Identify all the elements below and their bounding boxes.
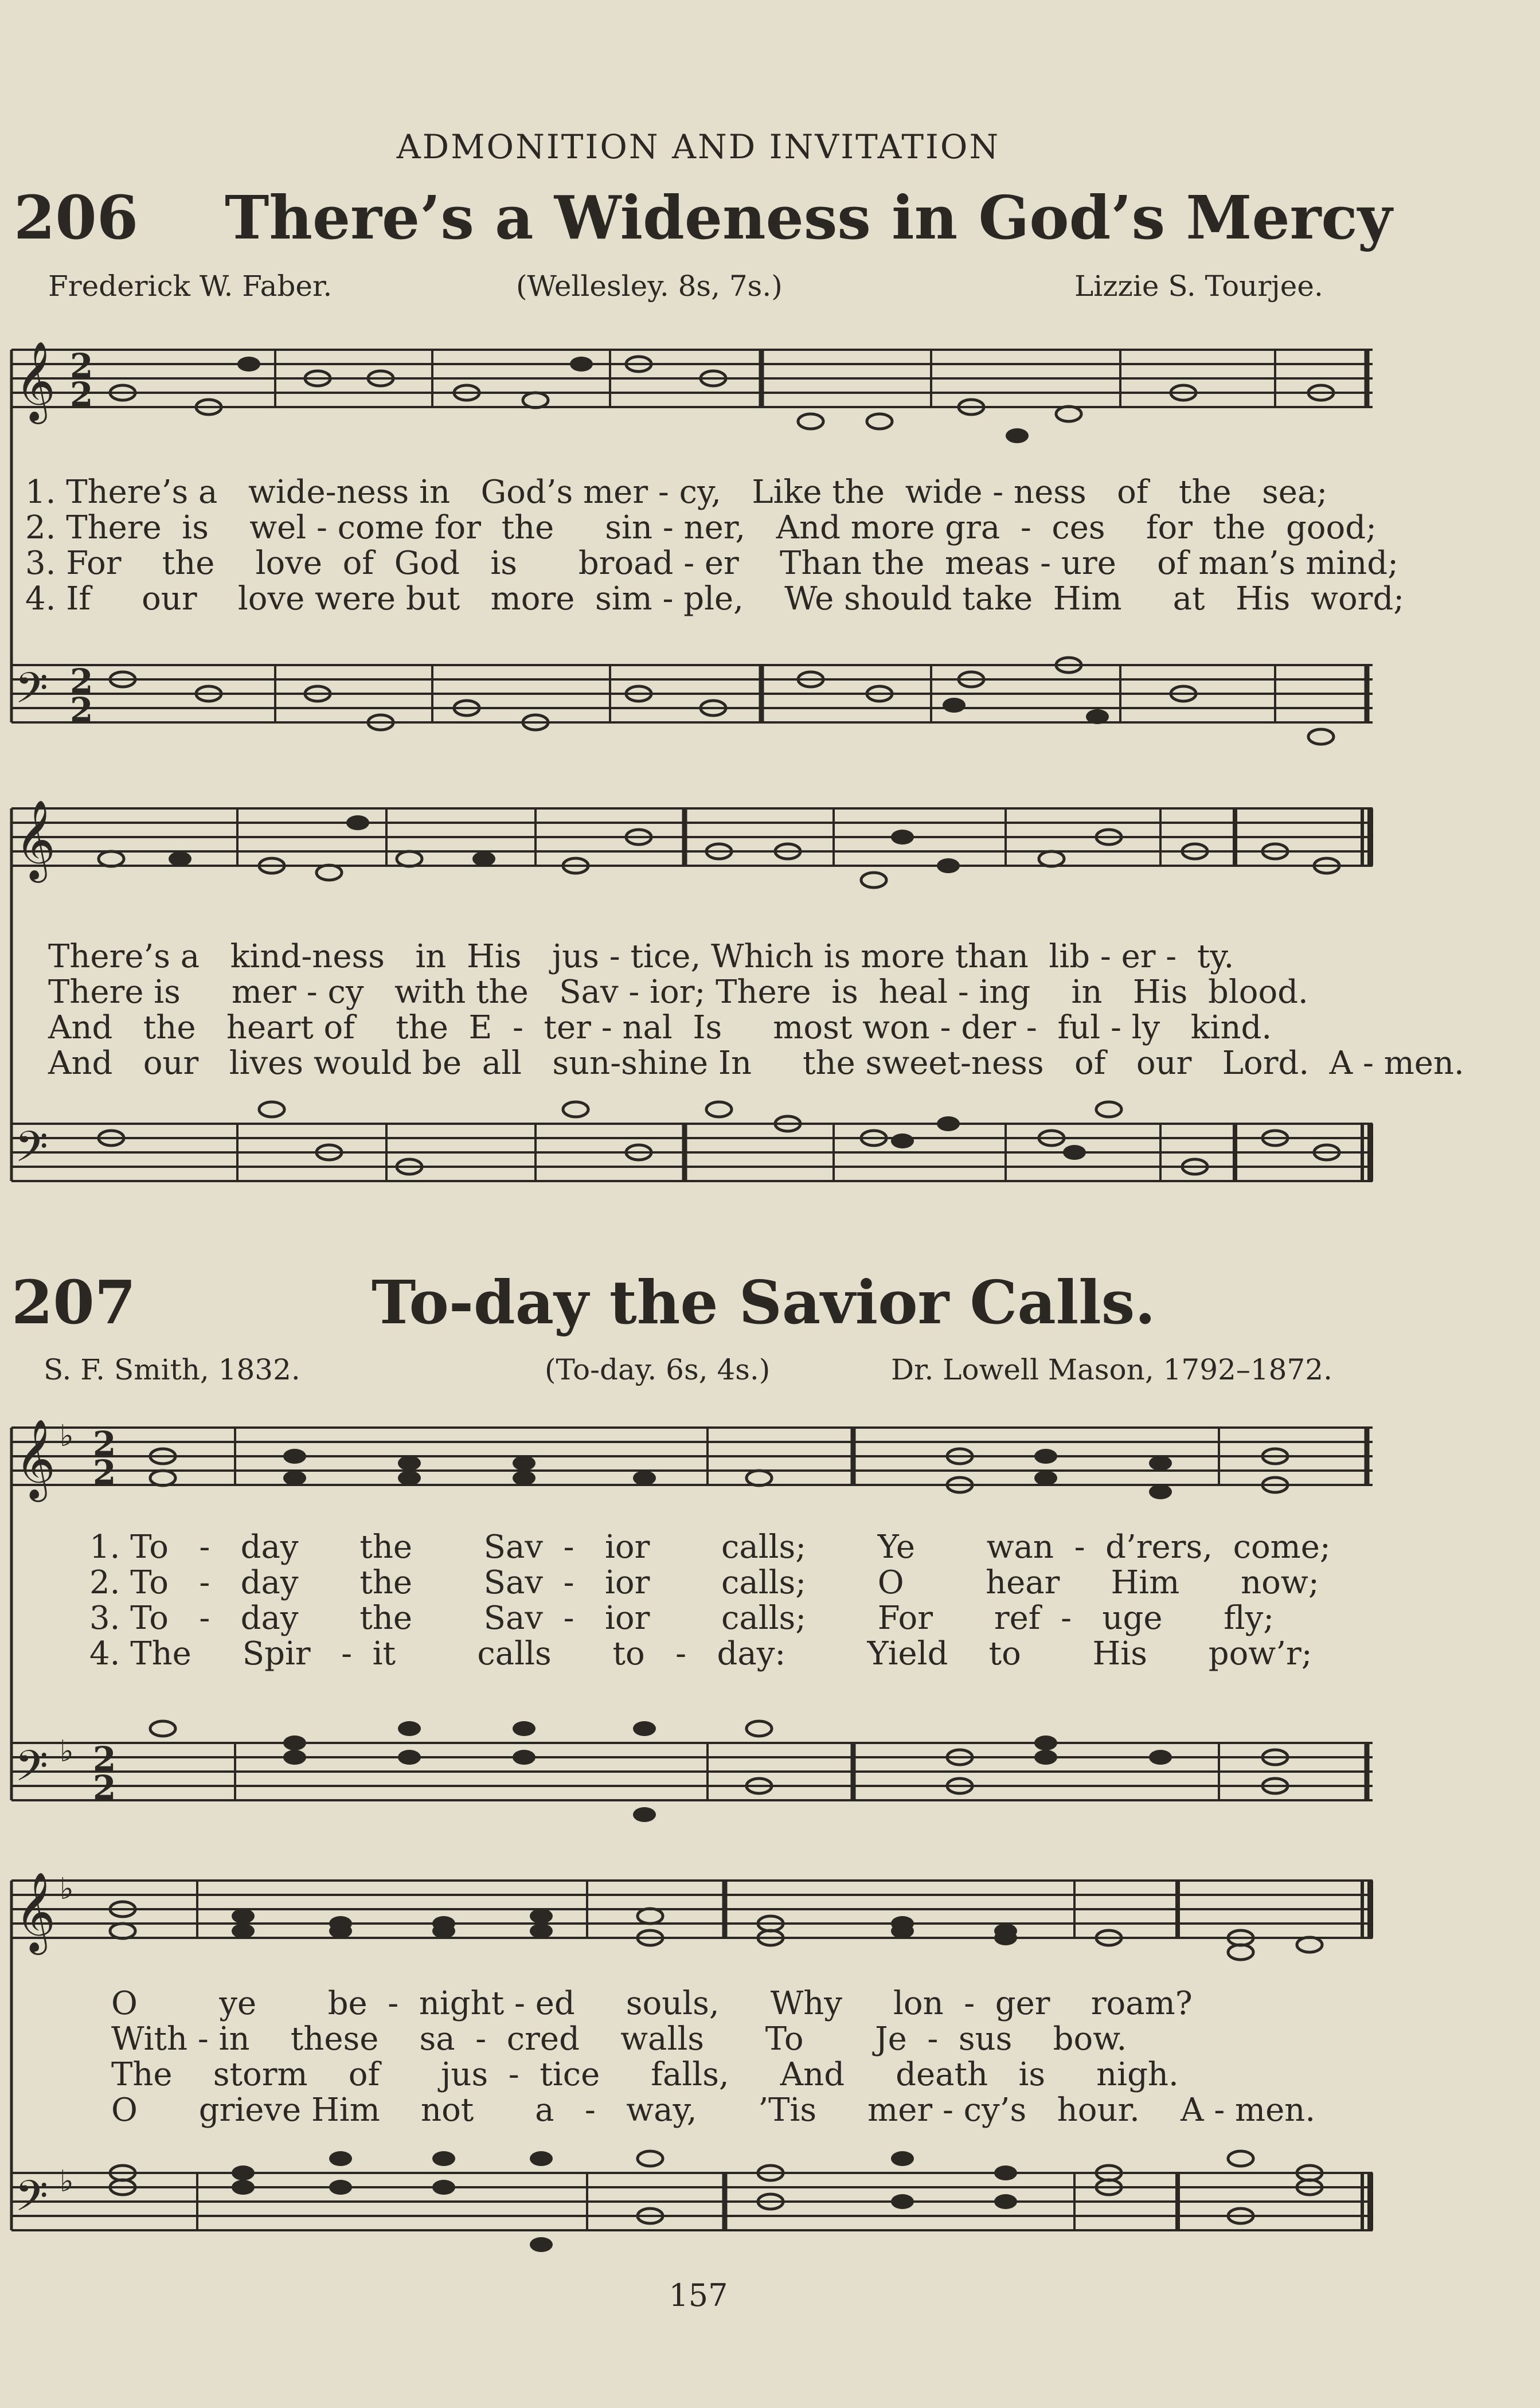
lyric-line: And our lives would be all sun-shine In the sweet-ness of our Lord. A - men. [48, 1045, 1464, 1082]
hymn-composer: Lizzie S. Tourjee. [1074, 269, 1323, 303]
svg-text:♭: ♭ [60, 2164, 74, 2199]
hymn-tune: (Wellesley. 8s, 7s.) [516, 269, 783, 303]
svg-text:♭: ♭ [60, 1872, 74, 1906]
svg-text:2: 2 [70, 346, 93, 385]
svg-text:𝄢: 𝄢 [15, 663, 48, 724]
hymn-number: 206 [14, 182, 139, 253]
svg-text:2: 2 [93, 1768, 116, 1807]
hymn-author: Frederick W. Faber. [48, 269, 333, 303]
lyric-line: O grieve Him not a - way, ’Tis mer - cy’s hour. A - men. [111, 2092, 1316, 2129]
hymn-composer: Dr. Lowell Mason, 1792–1872. [891, 1353, 1332, 1386]
hymn-number: 207 [11, 1267, 136, 1338]
hymn-author: S. F. Smith, 1832. [44, 1353, 300, 1386]
lyric-line: 4. The Spir - it calls to - day: Yield to His pow’r; [89, 1635, 1312, 1672]
lyric-line: 3. To - day the Sav - ior calls; For ref - uge fly; [89, 1600, 1275, 1637]
svg-text:𝄢: 𝄢 [15, 1122, 48, 1182]
lyric-line: O ye be - night - ed souls, Why lon - ger roam? [111, 1985, 1193, 2022]
lyric-line: The storm of jus - tice falls, And death is nigh. [111, 2056, 1179, 2093]
svg-text:𝄢: 𝄢 [15, 2171, 48, 2231]
lyric-line: 1. There’s a wide-ness in God’s mer - cy, Like the wide - ness of the sea; [25, 474, 1328, 511]
lyric-line: 3. For the love of God is broad - er Than the meas - ure of man’s mind; [25, 545, 1399, 582]
svg-text:♭: ♭ [60, 1419, 74, 1453]
lyric-line: There is mer - cy with the Sav - ior; There is heal - ing in His blood. [48, 974, 1308, 1011]
lyric-line: With - in these sa - cred walls To Je - sus bow. [111, 2020, 1127, 2058]
lyric-line: 2. To - day the Sav - ior calls; O hear Him now; [89, 1564, 1319, 1601]
lyric-line: There’s a kind-ness in His jus - tice, Which is more than lib - er - ty. [48, 938, 1234, 975]
svg-text:2: 2 [70, 690, 93, 729]
hymn-title: There’s a Wideness in God’s Mercy [225, 182, 1393, 253]
svg-text:𝄢: 𝄢 [15, 1741, 48, 1801]
svg-text:𝄞: 𝄞 [15, 800, 56, 879]
page-number: 157 [669, 2277, 728, 2313]
svg-text:2: 2 [93, 1453, 116, 1492]
svg-text:♭: ♭ [60, 1734, 74, 1769]
svg-text:𝄞: 𝄞 [15, 1872, 56, 1952]
svg-text:𝄞: 𝄞 [15, 1419, 56, 1499]
svg-text:𝄞: 𝄞 [15, 341, 56, 421]
svg-text:2: 2 [93, 1424, 116, 1463]
lyric-line: 4. If our love were but more sim - ple, We should take Him at His word; [25, 580, 1405, 617]
lyric-line: And the heart of the E - ter - nal Is most won - der - ful - ly kind. [48, 1009, 1272, 1046]
hymn-tune: (To-day. 6s, 4s.) [545, 1353, 771, 1386]
lyric-line: 2. There is wel - come for the sin - ner, And more gra - ces for the good; [25, 509, 1377, 546]
section-heading: ADMONITION AND INVITATION [396, 127, 1000, 166]
svg-text:2: 2 [70, 375, 93, 414]
hymn-title: To-day the Savior Calls. [372, 1267, 1156, 1338]
lyric-line: 1. To - day the Sav - ior calls; Ye wan - d’rers, come; [89, 1529, 1331, 1566]
svg-text:2: 2 [93, 1739, 116, 1778]
svg-text:2: 2 [70, 662, 93, 701]
